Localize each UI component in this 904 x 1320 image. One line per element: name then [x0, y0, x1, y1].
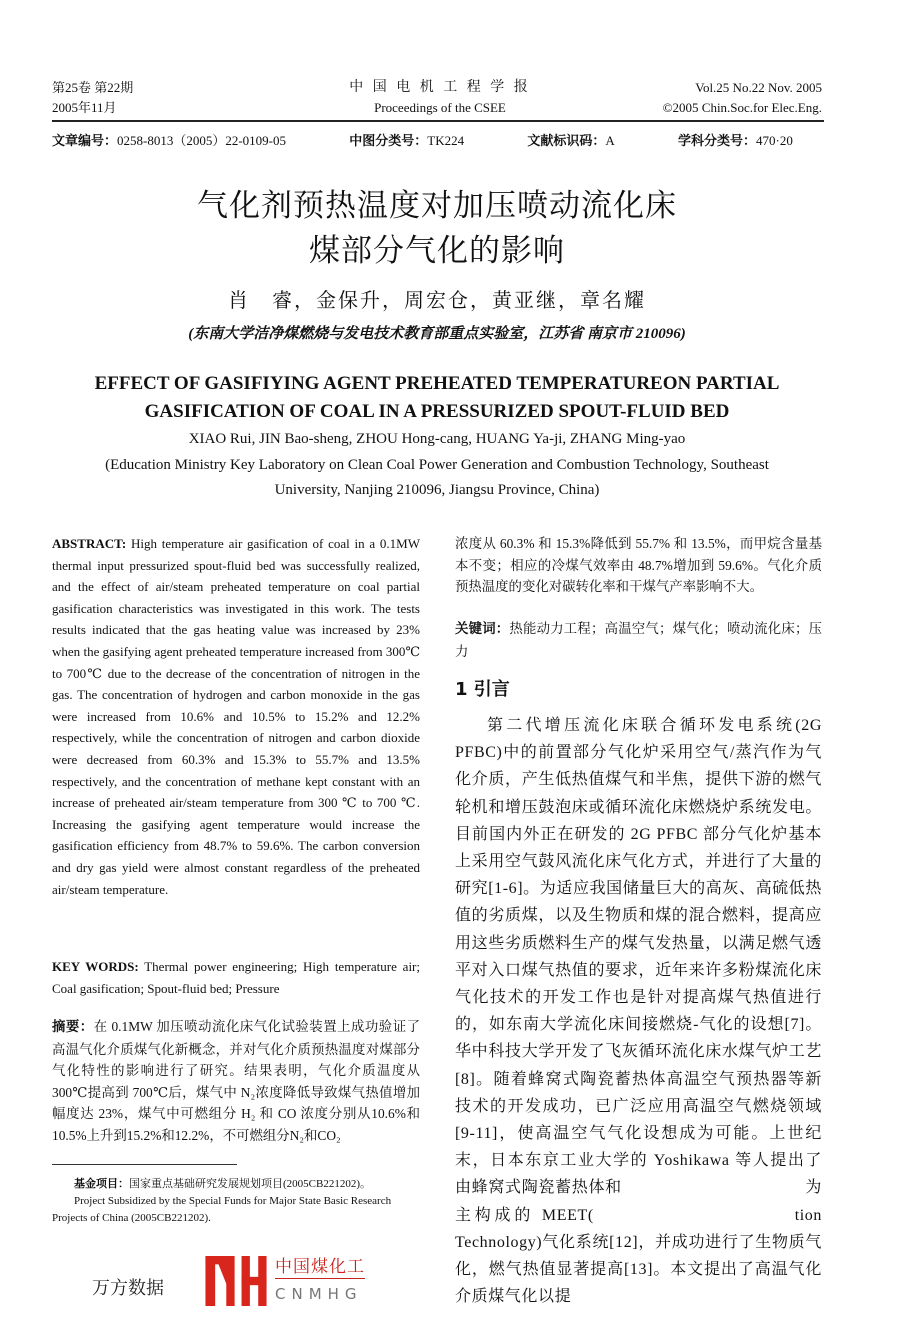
doc-code: A: [605, 133, 615, 148]
section-body: 第二代增压流化床联合循环发电系统(2G PFBC)中的前置部分气化炉采用空气/蒸汽作为气化介质，产生低热值煤气和半焦，提供下游的燃气轮机和增压鼓泡床或循环流化床燃烧炉系统发电。目前国内外正在研发的 2G PFBC 部分气化炉基本上采用空气鼓风流化床气化方式，并进行了大量的研究[1-6]。为适应我国储量巨大的高灰、高硫低热值的劣质煤，以及生物质和煤的混合燃料，提高应用这些劣质燃料生产的煤气发热量，以满足燃气透平对入口煤气热值的要求，近年来许多粉煤流化床气化技术的开发工作也是针对提高煤气热值进行的，如东南大学流化床间接燃烧-气化的设想[7]。华中科技大学开发了飞灰循环流化床水煤气炉工艺[8]。随着蜂窝式陶瓷蓄热体高温空气预热器等新技术的开发成功，已广泛应用高温空气燃烧领域[9-11]，使高温空气气化设想成为可能。上世纪末，日本东京工业大学的 Yoshikawa 等人提出了由蜂窝式陶瓷蓄热体和 为主构成的 MEET( tion Technology)气化系统[12]，并成功进行了生物质气化，燃气热值显著提高[13]。本文提出了高温气化介质煤气化以提: [455, 717, 822, 1306]
fund-en-1: Project Subsidized by the Special Funds for Major State Basic Research: [74, 1195, 392, 1207]
affiliation-cn: (东南大学洁净煤燃烧与发电技术教育部重点实验室，江苏省 南京市 210096): [188, 326, 686, 342]
keywords-cn-label: 关键词：: [455, 622, 510, 637]
footnote-rule: [52, 1164, 237, 1165]
doc-code-label: 文献标识码：: [527, 134, 606, 149]
volume-en: Vol.25 No.22 Nov. 2005: [695, 80, 822, 95]
mh-logo-icon: [205, 1256, 267, 1306]
logo-text-en: CNMHG: [275, 1285, 363, 1303]
keywords-en-label: KEY WORDS:: [52, 959, 139, 974]
title-en-line-1: EFFECT OF GASIFIYING AGENT PREHEATED TEMPERATUREON PARTIAL: [94, 373, 780, 394]
authors-en: XIAO Rui, JIN Bao-sheng, ZHOU Hong-cang, HUANG Ya-ji, ZHANG Ming-yao: [188, 431, 686, 447]
title-cn-line-2: 煤部分气化的影响: [309, 233, 565, 269]
keywords-cn-text: 热能动力工程；高温空气；煤气化；喷动流化床；压力: [455, 621, 823, 659]
section-heading: 1 引言: [455, 679, 510, 700]
abstract-en-label: ABSTRACT:: [52, 536, 127, 551]
article-meta: [52, 130, 853, 149]
journal-en: Proceedings of the CSEE: [374, 100, 506, 115]
article-no-label: 文章编号：: [52, 134, 118, 149]
fund-cn: 国家重点基础研究发展规划项目(2005CB221202)。: [129, 1178, 371, 1190]
footnote: [52, 1176, 420, 1227]
keywords-en-text: Thermal power engineering; High temperature air; Coal gasification; Spout-fluid bed; Pressure: [52, 959, 420, 996]
copyright: ©2005 Chin.Soc.for Elec.Eng.: [662, 100, 822, 115]
header-right: [560, 78, 822, 118]
affiliation-en-line-2: University, Nanjing 210096, Jiangsu Province, China): [274, 482, 600, 498]
journal-cn: 中 国 电 机 工 程 学 报: [349, 80, 531, 95]
subject: 470·20: [756, 133, 793, 148]
title-en-line-2: GASIFICATION OF COAL IN A PRESSURIZED SPOUT-FLUID BED: [144, 401, 730, 422]
fund-label: 基金项目：: [74, 1178, 129, 1190]
article-no: 0258-8013（2005）22-0109-05: [117, 133, 287, 148]
affiliation-en-line-1: (Education Ministry Key Laboratory on Clean Coal Power Generation and Combustion Technology, Southeast: [105, 457, 769, 473]
abstract-cn-continued: 浓度从 60.3% 和 15.3%降低到 55.7% 和 13.5%，而甲烷含量基本不变；相应的冷煤气效率由 48.7%增加到 59.6%。气化介质预热温度的变化对碳转化率和干煤气产率影响不大。: [455, 536, 822, 595]
abstract-en-text: High temperature air gasification of coal in a 0.1MW thermal input pressurized spout-fluid bed was successfully realized, and the effect of air/steam preheated temperature on coal partial gasification characteristics was investigated in this work. The tests results indicated that the gas heating value was increased by 23% when the gasifying agent preheated temperature increased from 300℃ to 700℃ due to the decrease of the concentration of nitrogen in the gas. The concentration of hydrogen and carbon monoxide in the gas were increased from 10.6% and 10.5% to 15.2% and 12.2% respectively, while the concentration of nitrogen and carbon dioxide were decreased from 60.3% and 15.3% to 55.7% and 13.5% respectively, and the concentration of methane kept constant with an increase of preheated air/steam temperature from 300 ℃ to 700 ℃. Increasing the gasifying agent temperature would increase the gasification efficiency from 48.7% to 59.6%. The carbon conversion and dry gas yield were almost constant regardless of the preheated air/steam temperature.: [52, 536, 420, 897]
abstract-cn-label: 摘要：: [52, 1020, 94, 1035]
abstract-cn-text: 在 0.1MW 加压喷动流化床气化试验装置上成功验证了高温气化介质煤气化新概念，并对气化介质预热温度对煤部分气化特性的影响进行了研究。结果表明，气化介质温度从 300℃提高到 700℃后，煤气中 N₂浓度降低导致煤气热值增加幅度达 23%，煤气中可燃组分 H₂ 和 CO 浓度分别从10.6%和10.5%上升到15.2%和12.2%，不可燃组分N₂和CO₂: [52, 1019, 420, 1143]
header-rule: [52, 120, 824, 122]
abstract-cn: [52, 1016, 420, 1147]
fund-en-2: Projects of China (2005CB221202).: [52, 1212, 211, 1224]
logo-text-cn: 中国煤化工: [275, 1257, 365, 1277]
abstract-en: [52, 533, 420, 900]
keywords-en: [52, 956, 420, 999]
clc: TK224: [427, 133, 465, 148]
date-cn: 2005年11月: [52, 100, 117, 115]
watermark-logo: [205, 1256, 405, 1308]
header-center: [300, 78, 580, 118]
title-cn-line-1: 气化剂预热温度对加压喷动流化床: [197, 188, 677, 224]
clc-label: 中图分类号：: [349, 134, 428, 149]
header-left: [52, 78, 133, 118]
source-watermark: 万方数据: [92, 1278, 164, 1299]
volume-cn: 第25卷 第22期: [52, 80, 134, 95]
subject-label: 学科分类号：: [678, 134, 757, 149]
authors-cn: 肖 睿，金保升，周宏仓，黄亚继，章名耀: [228, 288, 646, 312]
keywords-cn: [455, 618, 822, 662]
